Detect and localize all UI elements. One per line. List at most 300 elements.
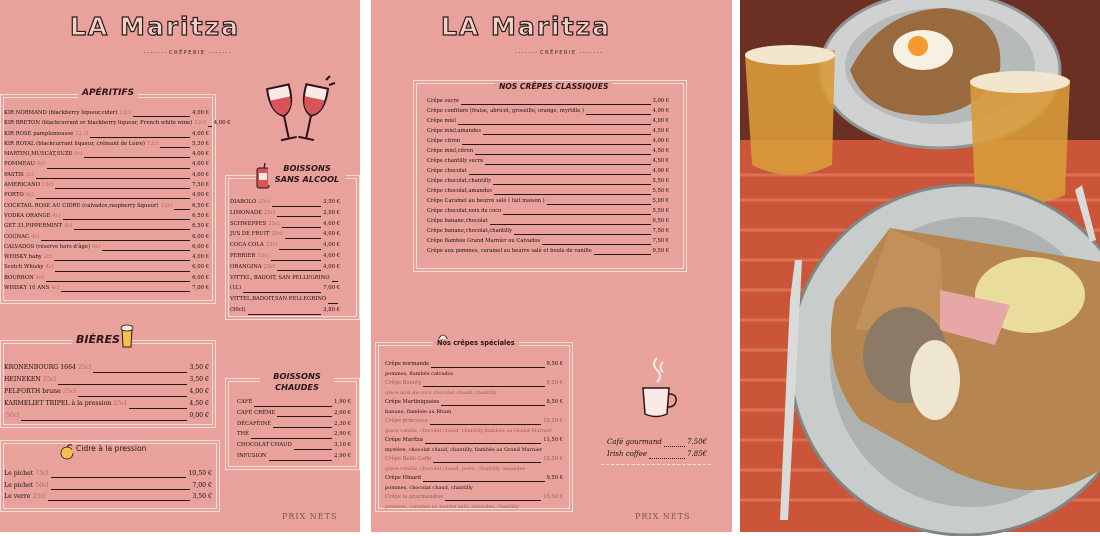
crepe-row [427,106,669,116]
special-crepe-name: Crêpe Maritza [385,437,424,443]
item-name: SCHWEPPES [230,220,267,227]
brand-name: LA Maritza [70,12,240,41]
item-price: 4,00 € [192,110,209,116]
item-name: KRONENBOURG 1664 [4,364,76,371]
item-price: 2,90 € [334,431,351,438]
list-item [4,170,209,180]
crepe-row [427,196,669,206]
leader-line [254,406,332,407]
aperitifs-title: APÉRITIFS [78,88,138,98]
special-crepe-row [385,417,563,427]
leader-line [425,443,541,444]
list-item [4,139,209,149]
leader-line [547,204,651,205]
leader-line [493,184,650,185]
item-price: 7,50 € [192,182,209,189]
item-name: MARTINI,MUSCAT,SUZE [4,151,73,158]
crepe-price: 5,50 € [652,178,669,184]
item-volume: 4cl [64,223,73,230]
special-crepe-description: mystère, chocolat chaud, chantilly, flambée au Grand Marnier [385,446,543,453]
item-name: HEINEKEN [4,376,41,383]
item-name: CALVADOS (réserve hors d'âge) [4,243,91,250]
item-name: KIR BRETON (blackcurrant or blackberry liqueur, French white wine) [4,120,193,127]
special-crepe-price: 10,50 € [543,456,563,462]
special-crepe-description: pommes, caramel au beurre salé, amandes, chantilly [385,503,519,510]
leader-line [160,147,190,148]
item-price: 10,50 € [188,470,212,477]
crepe-price: 7,50 € [652,238,669,244]
item-volume: 50cl [35,481,49,489]
item-price: 6,00 € [192,274,209,281]
item-price: 4,00 € [323,252,340,259]
gourmand-name: Irish coffee [607,450,648,458]
crepe-name: Crêpe miel,citron [427,148,474,154]
item-volume: 25cl [113,400,127,407]
special-crepe-description: glace vanille, chocolat chaud, poire, chantilly, amandes [385,465,526,472]
special-crepe-name: Crêpe normande [385,361,430,367]
leader-line [272,206,321,207]
item-price: 6,00 € [192,243,209,250]
item-name: Le pichet [4,481,34,489]
gourmand-price: 7.50€ [686,438,707,446]
item-name: Scotch Whisky [4,264,44,271]
crepe-price: 4,00 € [652,138,669,144]
special-crepe-row [385,455,563,465]
list-item [4,491,212,503]
list-item [4,159,209,169]
item-price: 4,00 € [213,120,231,127]
item-price: 4,00 € [189,388,209,395]
item-name: AMERICANO [4,182,41,189]
crepe-price: 4,00 € [652,108,669,114]
item-price: 3,50 € [189,376,209,383]
item-name: COCA COLA [230,242,264,249]
crepe-price: 5,00 € [652,198,669,204]
item-name: JUS DE FRUIT [230,231,270,238]
crepe-row [427,96,669,106]
item-volume: 25cl [263,263,275,270]
leader-line [48,500,191,501]
gourmand-divider [601,464,711,465]
item-name: KARMELIET TRIPEL à la pression [4,400,112,407]
hot-drinks-list [237,397,351,462]
item-price: 3,50 € [189,364,209,371]
list-item [230,229,340,240]
list-item [230,197,340,208]
list-item [230,208,340,219]
crepe-row [427,186,669,196]
list-item [4,242,209,252]
beer-glass-icon [120,324,134,348]
item-volume: 12cl [194,120,206,127]
special-crepe-description: pommes, flambée calvados [385,370,454,377]
list-item [230,283,340,294]
crepe-row [427,216,669,226]
classic-crepes-list [427,96,669,256]
crepe-price: 4,00 € [652,118,669,124]
brand-subtitle: - - - CRÊPERIE - - - [141,50,234,56]
leader-line [36,198,190,199]
leader-line [208,126,212,127]
item-price: 4,00 € [192,161,209,168]
menu-page-crepes [371,0,732,532]
item-volume: 25cl [263,209,276,216]
item-name: COGNAC [4,233,30,240]
item-name: PORTO [4,192,24,199]
leader-line [78,396,187,397]
leader-line [462,144,650,145]
beers-list [4,362,209,422]
item-price: 6,50 € [192,223,209,230]
item-name: COCKTAIL ROSE AU CIDRE (calvados,raspberry liqueur) [4,202,159,209]
item-name: VITTEL, BADOIT, SAN PELLEGRINO [230,274,330,281]
item-price: 6,00 € [192,264,209,271]
item-price: 6,50 € [192,212,209,219]
leader-line [273,427,332,428]
list-item [4,262,209,272]
special-crepe-name: Crêpe la gourmandise [385,494,444,500]
special-crepe-name: Crêpe Martiniquaise [385,399,440,405]
crepe-row [427,166,669,176]
special-crepe-row [385,436,563,446]
menu-page-drinks [0,0,360,532]
item-volume: 25cl [77,364,92,371]
leader-line [485,164,650,165]
item-name: POMMEAU [4,161,35,168]
crepe-price: 5,50 € [652,208,669,214]
special-crepe-name: Crêpe princesse [385,418,428,424]
list-item [237,419,351,430]
item-name: VODKA ORANGE [4,212,51,219]
item-volume: 25cl [32,493,46,500]
item-volume: 12cl [146,140,159,147]
leader-line [84,157,190,158]
item-price: 6,00 € [192,233,209,240]
leader-line [494,194,651,195]
item-name: ORANGINA [230,263,262,270]
leader-line [41,240,190,241]
leader-line [433,462,541,463]
leader-line [63,219,191,220]
item-name: DÉCAFÉINÉ [237,420,272,427]
item-name: LIMONADE [230,209,262,216]
leader-line [441,405,544,406]
item-price: 4,00 € [192,171,209,178]
crepe-name: Crêpe chocolat,amandes [427,188,492,194]
item-volume: 4cl [92,243,101,250]
item-name: PELFORTH brune [4,388,61,395]
list-item [4,108,209,118]
item-price: 3,80 € [323,306,340,313]
leader-line [490,224,651,225]
item-price: 5,30 € [192,140,209,147]
leader-line [55,271,190,272]
leader-line [328,303,338,304]
crepes-photo [740,0,1100,532]
item-price: 4,00 € [323,263,340,270]
item-price: 4,00 € [192,254,209,261]
list-item [237,408,351,419]
list-item [237,440,351,451]
leader-line [503,214,650,215]
item-volume: 6cl [25,192,34,199]
leader-line [21,420,187,421]
list-item [237,429,351,440]
leader-line [469,174,651,175]
cider-list [4,468,212,503]
hot-drinks-title-line1: BOISSONS [273,371,321,381]
leader-line [61,291,190,292]
leader-line [664,446,685,447]
leader-line [51,477,187,478]
item-name: CHOCOLAT CHAUD [237,442,292,449]
crepe-name: Crêpe Caramel au beurre salé ( fait maison ) [427,198,545,204]
leader-line [271,260,321,261]
prix-nets-left: PRIX NETS [282,512,338,521]
leader-line [277,216,321,217]
leader-line [430,424,541,425]
special-crepe-price: 9,50 € [546,361,563,367]
list-item [4,398,209,410]
leader-line [93,372,187,373]
leader-line [445,500,541,501]
item-volume: 15cl [42,182,54,189]
item-price: 4,00 € [323,231,340,238]
list-item [4,180,209,190]
crepe-name: Crêpe chocolat,chantilly [427,178,492,184]
item-price: 4,00 € [323,242,340,249]
item-price: 7,00 € [192,481,212,489]
special-crepe-description: pommes, chocolat chaud, chantilly [385,484,473,491]
item-volume: 4cl [52,212,61,219]
list-item [4,118,231,128]
brand-name-right: LA Maritza [441,12,611,41]
crepe-name: Crêpe miel [427,118,456,124]
leader-line [55,188,190,189]
item-price: 3,50 € [192,493,212,500]
aperitifs-list [4,108,231,293]
crepe-name: Crêpe chantilly sucre [427,158,484,164]
brand-subtitle-right: - - - CRÊPERIE - - - [512,50,605,56]
special-crepe-price: 8,50 € [546,380,563,386]
list-item [230,262,340,273]
item-price: 7,00 € [323,285,340,292]
item-name: CAFÉ [237,399,253,405]
item-volume: 25cl [258,199,270,205]
leader-line [243,292,321,293]
leader-line [594,254,651,255]
classic-crepes-title: NOS CRÊPES CLASSIQUES [495,82,612,91]
special-crepe-price: 8,50 € [546,399,563,405]
crepe-price: 4,50 € [652,128,669,134]
item-name: PERRIER [230,252,256,259]
gourmand-list [607,436,707,460]
item-volume: 2cl [25,171,34,178]
item-price: 2,60 € [334,409,351,416]
gourmand-price: 7.85€ [686,450,707,458]
leader-line [285,238,321,239]
special-crepe-price: 9,50 € [546,475,563,481]
item-name: THÉ [237,431,250,438]
crepe-name: Crêpe sucre [427,98,460,104]
list-item [230,219,340,230]
crepe-row [427,146,669,156]
item-volume: 2cl [43,254,52,261]
item-volume: 4cl [31,233,40,240]
crepe-price: 4,50 € [652,158,669,164]
list-item [4,410,209,422]
special-crepe-price: 10,50 € [543,418,563,424]
item-volume: 4cl [51,285,60,292]
item-volume: 25cl [62,388,77,395]
crepe-name: Crêpe chocolat,noix de coco [427,208,502,214]
leader-line [461,104,650,105]
special-crepe-description: banane, flambée au Rhum [385,408,452,415]
leader-line [174,209,190,210]
leader-line [277,270,321,271]
list-item [4,129,209,139]
special-crepe-row [385,474,563,484]
list-item [230,240,340,251]
list-item [4,190,209,200]
special-crepes-title: Nos crêpes spéciales [433,339,519,347]
item-volume: 6cl [36,161,45,168]
special-crepe-row [385,379,563,389]
special-crepe-price: 10,50 € [543,494,563,500]
item-name: PASTIS [4,171,24,178]
item-name: Le pichet [4,470,34,477]
crepe-row [427,206,669,216]
item-volume: 25cl [271,231,283,238]
list-item [4,480,212,492]
coffee-cup-icon [639,356,679,420]
leader-line [102,250,190,251]
crepe-row [427,136,669,146]
gourmand-row [607,436,707,448]
item-name: KIR ROYAL (blackcurrant liqueur, crémant de Loire) [4,140,145,147]
crepe-price: 3,00 € [652,98,669,104]
item-price: 7,00 € [192,285,209,292]
special-crepe-row [385,398,563,408]
prix-nets-right: PRIX NETS [635,512,691,521]
leader-line [251,438,332,439]
leader-line [54,260,190,261]
leader-line [282,227,321,228]
leader-line [133,116,190,117]
special-crepe-description: glace vanille, chocolat chaud, chantilly,flambée au Grand Marnier [385,427,553,434]
item-volume: 33cl [257,252,269,259]
gourmand-row [607,448,707,460]
softs-title-line2: SANS ALCOOL [274,174,340,184]
crepes-photo-art [740,0,1100,532]
list-item [4,149,209,159]
crepe-price: 4,00 € [652,168,669,174]
item-volume: 12cl [160,202,173,209]
item-price: 2,90 € [334,452,351,459]
leader-line [51,489,191,490]
item-volume: 12cl [119,110,131,116]
item-price: 2,30 € [334,420,351,427]
crepe-row [427,156,669,166]
special-crepe-description: glace noix de coco chocolat chaud, chantilly [385,389,497,396]
list-item [230,305,340,316]
list-item [4,283,209,293]
leader-line [46,281,190,282]
crepe-row [427,246,669,256]
beers-title: BIÈRES [72,333,124,346]
item-price: 9,00 € [189,412,209,419]
crepe-name: Crêpe miel,amandes [427,128,482,134]
special-crepe-name: Crêpe Belle Coffe [385,456,432,462]
list-item [4,273,209,283]
crepe-row [427,116,669,126]
leader-line [483,134,650,135]
item-name: (50cl) [230,306,246,313]
crepe-row [427,226,669,236]
crepe-price: 6,50 € [652,218,669,224]
leader-line [423,481,545,482]
special-crepes-list [385,360,563,512]
item-price: 6,50 € [192,202,209,209]
wine-glasses-icon [264,76,336,150]
item-name: BOURBON [4,274,34,281]
hot-drinks-title-line2: CHAUDES [275,382,319,392]
crepe-price: 9,50 € [652,248,669,254]
leader-line [90,137,190,138]
crepe-name: Crêpe confiture (fraise, abricot, groseille, orange, myrtille ) [427,108,585,114]
crepe-name: Crêpe citron [427,138,461,144]
item-name: Le verre [4,493,31,500]
leader-line [279,249,321,250]
item-name: WHISKY 10 ANS [4,285,50,292]
list-item [4,468,212,480]
leader-line [58,384,187,385]
leader-line [129,408,188,409]
crepe-name: Crêpe chocolat [427,168,467,174]
leader-line [47,168,190,169]
crepe-row [427,126,669,136]
item-name: GET 31,PIPPERMINT [4,223,63,230]
item-name: KIR ROSE pamplemousse [4,130,74,137]
item-price: 4,00 € [192,130,209,137]
special-crepe-name: Crêpe Bounty [385,380,422,386]
gourmand-name: Café gourmand [607,438,662,446]
item-name: INFUSION [237,452,267,459]
item-price: 2,50 € [323,209,340,216]
list-item [230,294,340,305]
special-crepe-row [385,360,563,370]
special-crepe-price: 11,50 € [543,437,563,443]
item-name: KIR NORMAND (blackberry liqueur,cider) [4,110,118,116]
list-item [237,451,351,462]
item-volume: 6cl [74,151,83,158]
special-crepe-name: Crêpe Hinard [385,475,421,481]
leader-line [277,416,332,417]
item-volume: 25cl [42,376,57,383]
list-item [237,397,351,408]
list-item [4,252,209,262]
cider-title: Cidre à la pression [72,444,150,453]
list-item [4,211,209,221]
leader-line [514,234,650,235]
item-price: 4,00 € [192,151,209,158]
item-price: 3,50 € [323,199,340,205]
crepe-price: 4,50 € [652,148,669,154]
item-volume: 4cl [45,264,54,271]
item-price: 3,10 € [334,442,351,449]
crepe-name: Crêpe flambée Grand Marnier ou Calvados [427,238,541,244]
crepe-price: 5,50 € [652,188,669,194]
